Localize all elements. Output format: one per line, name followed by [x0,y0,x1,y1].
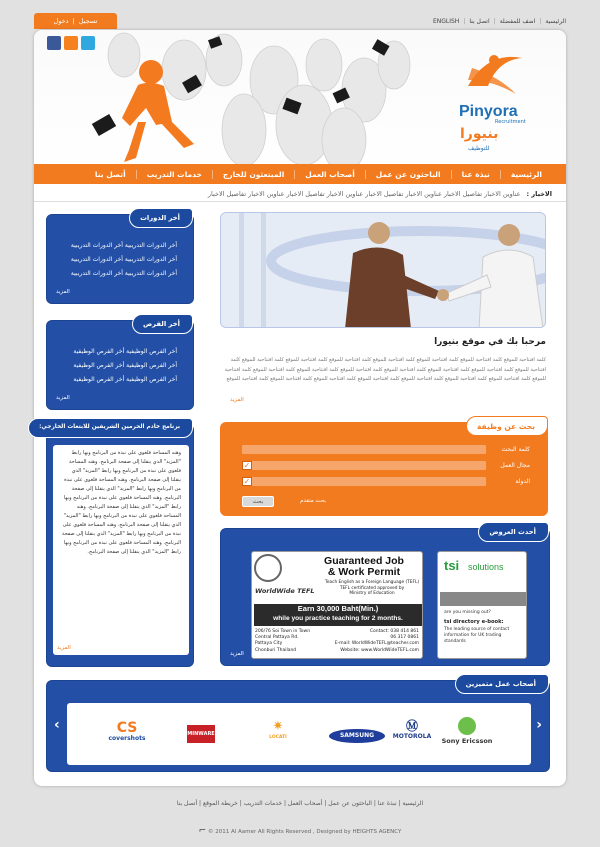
search-button[interactable]: بحث [242,496,274,507]
companies-box [46,680,550,772]
welcome-title: مرحبا بك في موقع بنيورا [434,337,546,347]
ticker-items[interactable]: عناوين الاخبار تفاصيل الاخبار عناوين الاخبار تفاصيل الاخبار عناوين الاخبار تفاصيل الاخبار عناوين الاخبار تفاصيل الاخبار [207,189,521,198]
footer-link[interactable]: أصحاب العمل [287,800,323,807]
welcome-image [220,212,546,328]
scholarship-box [39,424,194,667]
offers-more-link[interactable]: المزيد [230,651,244,657]
tefl-phone: 06 317 0861 [390,635,419,641]
top-links: الرئيسية | اضف للمفضلة | اتصل بنا | ENGLISH [432,18,566,25]
courses-box [46,214,194,304]
search-country-label: الدولة [515,478,530,485]
tsi-text: The leading source of contact information for UK trading standards [444,627,510,644]
footer-link[interactable]: الباحثون عن عمل [328,800,372,807]
scholarship-panel [53,445,189,655]
scholarship-text: وهنه المساحة فلغوي على نبذة من البرنامج وبها رابط "المزيد" الذي ينقلنا إلى صفحة البرنامج. وهنه المساحة فلغوي على نبذة من البرنامج وبها رابط "المزيد" الذي ينقلنا إلى صفحة البرنامج. وهنه المساحة فلغوي على نبذة من البرنامج وبها رابط "المزيد" الذي ينقلنا إلى صفحة البرنامج. وهنه المساحة فلغوي على نبذة من البرنامج وبها رابط "المزيد" الذي ينقلنا إلى صفحة البرنامج. وهنه المساحة فلغوي على نبذة من البرنامج وبها رابط "المزيد" الذي ينقلنا إلى صفحة البرنامج. وهنه المساحة فلغوي على نبذة من البرنامج وبها رابط "المزيد" الذي ينقلنا إلى صفحة البرنامج. وهنه المساحة فلغوي على نبذة من البرنامج وبها رابط "المزيد" الذي ينقلنا إلى صفحة البرنامج. [61,450,181,555]
company-minware[interactable]: MINWARE [187,725,215,743]
search-country-select[interactable] [242,477,486,486]
advanced-search-link[interactable]: بحث متقدم [300,498,326,504]
social-icons [47,36,95,50]
tefl-email: E-mail: WorldWideTEFL@teacher.com [334,641,419,647]
twitter-icon[interactable] [81,36,95,50]
tefl-line-1: Teach English as a Foreign Language (TEFL) [324,580,420,585]
logo-mark-icon [458,46,528,101]
tefl-earn-2: while you practice teaching for 2 months. [273,615,403,622]
certified-seal-icon [254,554,282,582]
motorola-icon: Ⓜ [405,719,418,733]
tsi-ad[interactable] [437,551,527,659]
companies-strip [67,703,531,765]
search-field-select[interactable] [242,461,486,470]
country-dropdown-icon[interactable]: ✓ [243,477,251,486]
course-link[interactable]: أخر الدورات التدريبية أخر الدورات التدريبية [70,256,177,263]
login-tab: دخول | تسجيل [34,13,117,29]
nav-training[interactable]: خدمات التدريب [136,170,212,179]
ticker-label: الاخبار : [526,189,552,198]
course-link[interactable]: أخر الدورات التدريبية أخر الدورات التدريبية [70,270,177,277]
courses-more-link[interactable]: المزيد [56,289,70,295]
offers-box [220,528,550,666]
logo-arabic-sub: للتوظيف [468,145,490,152]
tefl-addr-3: Pattaya City [255,641,283,647]
courses-title: أخر الدورات [129,208,193,228]
top-link-english[interactable]: ENGLISH [432,18,460,25]
tefl-addr-4: Chonburi Thailand [255,647,297,653]
course-link[interactable]: أخر الدورات التدريبية أخر الدورات التدريبية [70,242,177,249]
footer-link[interactable]: الرئيسية [402,800,424,807]
tefl-addr-2: Central Pattaya Rd. [255,635,299,641]
search-keyword-input[interactable] [242,445,486,454]
jobs-more-link[interactable]: المزيد [56,395,70,401]
copyright-text: © 2011 Al Aamer All Rights Reserved , Designed by HEIGHTS AGENCY [207,829,402,835]
jobs-list [73,345,177,387]
tefl-line-3: Ministry of Education [349,591,395,597]
field-dropdown-icon[interactable]: ✓ [243,461,251,470]
scholarship-more-link[interactable]: المزيد [57,645,71,651]
tsi-brand: tsi [444,558,460,573]
tefl-earn-banner [254,604,422,626]
main-nav [34,164,566,184]
footer-links: الرئيسية | نبذة عنا | الباحثون عن عمل | أصحاب العمل | خدمات التدريب | خريطة الموقع | أتصل بنا [176,800,424,807]
copyright [0,826,600,836]
logo-tagline: Recruitment [495,119,526,125]
welcome-text: كلمة افتتاحية للموقع كلمة افتتاحية للموقع كلمة افتتاحية للموقع كلمة افتتاحية للموقع كلمة افتتاحية للموقع كلمة افتتاحية للموقع كلمة افتتاحية للموقع كلمة افتتاحية للموقع كلمة افتتاحية للموقع كلمة افتتاحية للموقع كلمة افتتاحية للموقع كلمة افتتاحية للموقع كلمة افتتاحية للموقع كلمة افتتاحية للموقع كلمة افتتاحية للموقع كلمة افتتاحية للموقع كلمة افتتاحية للموقع كلمة افتتاحية للموقع كلمة افتتاحية للموقع كلمة افتتاحية للموقع كلمة افتتاحية للموقع كلمة افتتاحية للموقع [224,357,546,382]
welcome-more-link[interactable]: المزيد [230,397,244,403]
top-link-contact[interactable]: اتصل بنا [469,18,490,25]
nav-jobseekers[interactable]: الباحثون عن عمل [365,170,451,179]
nav-contact[interactable]: أتصل بنا [94,169,126,179]
job-link[interactable]: أخر الفرص الوظيفية أخر الفرص الوظيفية [73,376,177,383]
logo-name: Pinyora [459,103,518,120]
job-link[interactable]: أخر الفرص الوظيفية أخر الفرص الوظيفية [73,348,177,355]
company-locati[interactable]: ✷ LOCATI [255,719,301,740]
nav-home[interactable]: الرئيسية [500,170,552,179]
courses-list [71,239,177,281]
tefl-headline-1: Guaranteed Job [324,555,404,567]
company-covershots[interactable]: CS covershots [97,721,157,742]
search-keyword-label: كلمة البحث [501,446,530,453]
login-link[interactable]: دخول [53,17,69,25]
logo[interactable] [458,46,538,156]
search-field-label: مجال العمل [500,462,530,469]
footer-link[interactable]: أتصل بنا [176,800,198,807]
company-samsung[interactable]: SAMSUNG [329,729,385,743]
facebook-icon[interactable] [47,36,61,50]
tsi-question: are you missing out? [444,610,491,615]
tefl-ad[interactable] [251,551,423,659]
register-link[interactable]: تسجيل [78,17,98,25]
tefl-addr-1: 206/76 Soi Town in Town [255,629,311,634]
tefl-headline-2: & Work Permit [327,566,401,578]
tsi-ebook-strip [440,592,526,606]
tefl-contact: Contact: 038 414 861 [369,629,419,634]
footer-link[interactable]: نبذة عنا [377,800,397,807]
news-ticker [34,186,566,202]
tefl-web: Website: www.WorldWideTEFL.com [340,647,419,653]
offers-title: أحدث العروض [478,522,549,542]
footer-link[interactable]: خريطة الموقع [202,800,238,807]
rss-icon[interactable] [64,36,78,50]
carousel-next-icon[interactable]: › [536,717,542,733]
tsi-title: tsi directory e-book: [444,619,504,625]
sony-ericsson-icon [458,717,476,735]
nav-employers[interactable]: أصحاب العمل [294,170,365,179]
scholarship-title: برنامج خادم الحرمين الشريفين للابتعاث الخارجي: [28,418,193,438]
nav-scholarship[interactable]: المبتعثون للخارج [212,170,294,179]
agency-logo-icon: ⌐ [198,826,207,836]
search-title: بحث عن وظيفة [466,416,548,436]
carousel-prev-icon[interactable]: ‹ [54,717,60,733]
job-link[interactable]: أخر الفرص الوظيفية أخر الفرص الوظيفية [73,362,177,369]
logo-arabic: بنيورا [460,126,499,142]
covershots-cs-icon: CS [116,720,138,736]
company-motorola[interactable]: Ⓜ MOTOROLA [389,719,435,740]
nav-about[interactable]: نبذة عنا [451,170,500,179]
tsi-brand-2: solutions [468,562,504,572]
jobs-title: أخر الفرص [132,314,193,334]
tefl-earn: Earn 30,000 Baht(Min.) [297,604,379,613]
companies-title: أصحاب عمل متميزين [455,674,549,694]
company-sony-ericsson[interactable]: Sony Ericsson [437,717,497,745]
locati-icon: ✷ [272,719,284,734]
tefl-brand: WorldWide TEFL [255,587,315,595]
top-link-bookmark[interactable]: اضف للمفضلة [499,18,536,25]
jobs-box [46,320,194,410]
footer-link[interactable]: خدمات التدريب [243,800,283,807]
top-link-home[interactable]: الرئيسية [545,18,566,25]
tefl-line-2: TEFL certificated approved by [339,585,405,591]
